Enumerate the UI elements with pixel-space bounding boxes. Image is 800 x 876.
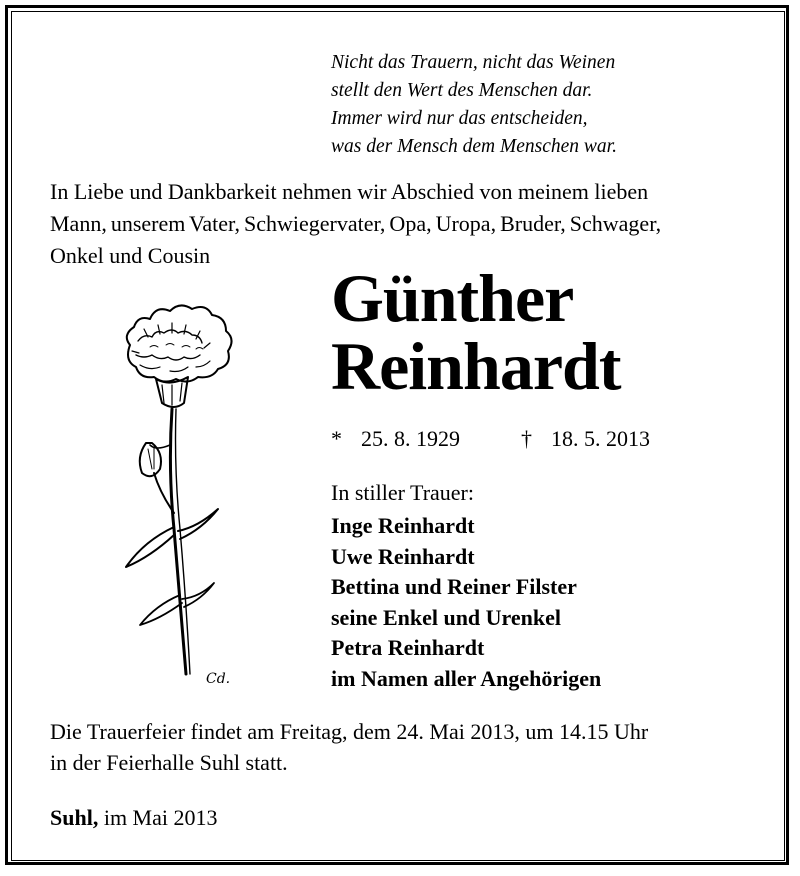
mourner-name: Bettina und Reiner Filster [331, 574, 577, 599]
mourner-name: Uwe Reinhardt [331, 543, 475, 569]
poem [331, 49, 617, 161]
funeral-info [50, 716, 648, 778]
poem-line: stellt den Wert des Menschen dar. [331, 80, 593, 101]
mourner-name: seine Enkel und Urenkel [331, 604, 562, 630]
birth-date: 25. 8. 1929 [361, 426, 460, 451]
mourner-name: im Namen aller Angehörigen [331, 665, 602, 691]
poem-line: Nicht das Trauern, nicht das Weinen [331, 52, 616, 73]
intro-line: In Liebe und Dankbarkeit nehmen wir Abschied von meinem lieben [50, 179, 649, 204]
mourner-name: Petra Reinhardt [331, 635, 485, 660]
intro-line: Mann, unserem Vater, Schwiegervater, Opa, Uropa, Bruder, Schwager, [50, 211, 662, 236]
first-name: Günther [331, 260, 574, 336]
life-dates [331, 424, 650, 454]
deceased-name [331, 260, 621, 404]
intro-text [50, 176, 661, 272]
death-symbol: † [521, 426, 532, 451]
last-name: Reinhardt [331, 328, 621, 404]
mourner-name: Inge Reinhardt [331, 513, 475, 538]
place-date [50, 803, 218, 833]
birth-symbol: * [331, 426, 342, 451]
death-date: 18. 5. 2013 [551, 426, 650, 451]
funeral-line: Die Trauerfeier findet am Freitag, dem 24. Mai 2013, um 14.15 Uhr [50, 719, 649, 744]
funeral-line: in der Feierhalle Suhl statt. [50, 750, 288, 775]
mourner-list [331, 511, 601, 694]
artist-signature: Cd. [206, 671, 231, 687]
poem-line: was der Mensch dem Menschen war. [331, 136, 617, 157]
place: Suhl, [50, 805, 99, 830]
intro-line: Onkel und Cousin [50, 243, 211, 268]
carnation-illustration [110, 295, 250, 695]
poem-line: Immer wird nur das entscheiden, [331, 108, 588, 129]
date: im Mai 2013 [103, 805, 218, 830]
mourning-heading: In stiller Trauer: [331, 480, 474, 505]
